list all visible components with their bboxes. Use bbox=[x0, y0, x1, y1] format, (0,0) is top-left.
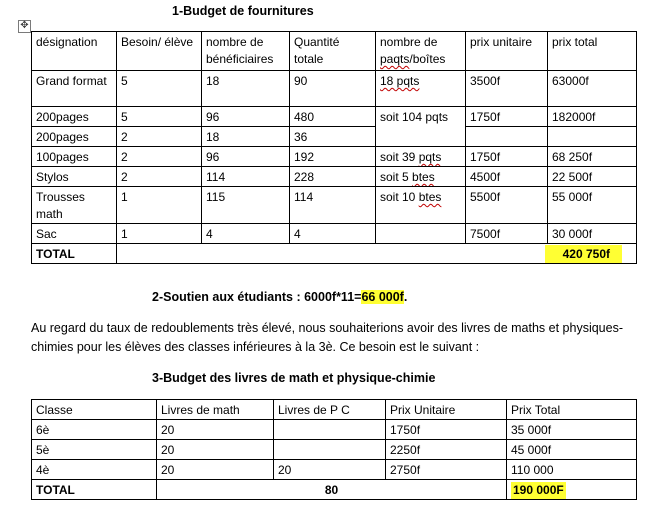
spellcheck-word: btes bbox=[418, 190, 442, 204]
header-cell: prix unitaire bbox=[466, 32, 548, 71]
header-cell: Livres de P C bbox=[274, 400, 386, 420]
table-cell: 2 bbox=[117, 127, 202, 147]
table-cell: 96 bbox=[202, 147, 290, 167]
table-cell bbox=[376, 167, 466, 187]
table-cell: 228 bbox=[290, 167, 376, 187]
header-cell: prix total bbox=[548, 32, 637, 71]
table-cell bbox=[548, 127, 637, 147]
total-value: 420 750f bbox=[545, 245, 622, 264]
table-cell bbox=[376, 224, 466, 244]
section2-title-text: 2-Soutien aux étudiants : 6000f*11= bbox=[152, 290, 362, 304]
table-row bbox=[32, 460, 637, 480]
table-cell: 5 bbox=[117, 71, 202, 107]
spellcheck-word: btes bbox=[412, 170, 435, 184]
table-cell: 1750f bbox=[386, 420, 507, 440]
header-cell: Livres de math bbox=[157, 400, 274, 420]
table-cell: 35 000f bbox=[507, 420, 637, 440]
table-cell: 5 bbox=[117, 107, 202, 127]
table-cell: 7500f bbox=[466, 224, 548, 244]
section1-title: 1-Budget de fournitures bbox=[172, 4, 314, 18]
total-value-cell bbox=[507, 480, 637, 500]
table-cell: 5è bbox=[32, 440, 157, 460]
table-cell: 2 bbox=[117, 167, 202, 187]
table-row bbox=[32, 420, 637, 440]
header-text: nombre de bbox=[380, 35, 438, 49]
table-cell: 45 000f bbox=[507, 440, 637, 460]
table-row bbox=[32, 107, 637, 127]
cell-text: soit 5 bbox=[380, 170, 413, 184]
table-cell: 200pages bbox=[32, 127, 117, 147]
table-cell: 20 bbox=[157, 440, 274, 460]
table-cell: 1750f bbox=[466, 147, 548, 167]
table-row bbox=[32, 71, 637, 107]
table-cell bbox=[376, 71, 466, 107]
table-cell: 20 bbox=[157, 420, 274, 440]
table-cell: 4 bbox=[290, 224, 376, 244]
table-cell: 96 bbox=[202, 107, 290, 127]
header-cell: Prix Total bbox=[507, 400, 637, 420]
supplies-budget-table bbox=[31, 31, 637, 264]
total-value: 190 000F bbox=[511, 482, 566, 500]
table-cell: 114 bbox=[290, 187, 376, 224]
table-move-handle-icon[interactable]: ✥ bbox=[18, 20, 31, 33]
spellcheck-word: pqts bbox=[418, 150, 442, 164]
table-cell: 1750f bbox=[466, 107, 548, 127]
table-cell: 20 bbox=[157, 460, 274, 480]
table-cell: 110 000 bbox=[507, 460, 637, 480]
table-cell: 114 bbox=[202, 167, 290, 187]
spellcheck-word: 18 pqts bbox=[380, 74, 420, 88]
table-cell: 182000f bbox=[548, 107, 637, 127]
header-cell: Quantité totale bbox=[290, 32, 376, 71]
table-cell: 1 bbox=[117, 224, 202, 244]
table-cell: 30 000f bbox=[548, 224, 637, 244]
table-cell: 55 000f bbox=[548, 187, 637, 224]
body-paragraph: Au regard du taux de redoublements très élevé, nous souhaiterions avoir des livres de maths et physiques-chimies pour les élèves des classes inférieures à la 3è. Ce besoin est le suivant : bbox=[31, 321, 623, 354]
table-cell: 90 bbox=[290, 71, 376, 107]
header-cell: désignation bbox=[32, 32, 117, 71]
spellcheck-word: paqts bbox=[380, 52, 410, 66]
table-cell: 18 bbox=[202, 71, 290, 107]
table-cell: 4500f bbox=[466, 167, 548, 187]
cell-text: soit 10 bbox=[380, 190, 419, 204]
table-cell: 2250f bbox=[386, 440, 507, 460]
table-cell bbox=[376, 147, 466, 167]
table-cell: 3500f bbox=[466, 71, 548, 107]
table-cell: Sac bbox=[32, 224, 117, 244]
table-cell: 192 bbox=[290, 147, 376, 167]
section3-title: 3-Budget des livres de math et physique-chimie bbox=[152, 371, 436, 385]
table-cell: 18 bbox=[202, 127, 290, 147]
table-cell: Grand format bbox=[32, 71, 117, 107]
table-row bbox=[32, 167, 637, 187]
table-cell: 480 bbox=[290, 107, 376, 127]
table-cell: 200pages bbox=[32, 107, 117, 127]
table-cell bbox=[274, 440, 386, 460]
header-cell: Classe bbox=[32, 400, 157, 420]
table-row bbox=[32, 224, 637, 244]
table-cell: 36 bbox=[290, 127, 376, 147]
table-cell bbox=[376, 187, 466, 224]
header-text: /boîtes bbox=[409, 52, 446, 66]
table-cell: 63000f bbox=[548, 71, 637, 107]
table-total-row bbox=[32, 480, 637, 500]
total-label: TOTAL bbox=[32, 244, 117, 264]
table-row bbox=[32, 147, 637, 167]
section2-title bbox=[152, 290, 407, 304]
table-cell: 6è bbox=[32, 420, 157, 440]
header-cell: Besoin/ élève bbox=[117, 32, 202, 71]
table-row bbox=[32, 127, 637, 147]
books-budget-table bbox=[31, 399, 637, 500]
table-cell: soit 104 pqts bbox=[376, 107, 466, 147]
table-cell: 100pages bbox=[32, 147, 117, 167]
header-cell bbox=[376, 32, 466, 71]
table-cell: 4è bbox=[32, 460, 157, 480]
table-total-row bbox=[32, 244, 637, 264]
total-value-cell bbox=[117, 244, 637, 264]
table-row bbox=[32, 187, 637, 224]
section2-title-end: . bbox=[403, 290, 408, 304]
table-cell: Stylos bbox=[32, 167, 117, 187]
header-cell: nombre de bénéficiaires bbox=[202, 32, 290, 71]
section2-amount: 66 000f bbox=[361, 290, 404, 304]
table-cell: 20 bbox=[274, 460, 386, 480]
table-row bbox=[32, 440, 637, 460]
table-cell: 22 500f bbox=[548, 167, 637, 187]
total-label: TOTAL bbox=[32, 480, 157, 500]
table-cell: 115 bbox=[202, 187, 290, 224]
table-cell: 2750f bbox=[386, 460, 507, 480]
cell-text: soit 39 bbox=[380, 150, 419, 164]
table-cell: 4 bbox=[202, 224, 290, 244]
table-cell: 5500f bbox=[466, 187, 548, 224]
header-cell: Prix Unitaire bbox=[386, 400, 507, 420]
table-header-row bbox=[32, 400, 637, 420]
table-cell: 68 250f bbox=[548, 147, 637, 167]
table-cell bbox=[274, 420, 386, 440]
table-cell bbox=[466, 127, 548, 147]
table-cell: 1 bbox=[117, 187, 202, 224]
table-header-row bbox=[32, 32, 637, 71]
total-books-count: 80 bbox=[157, 480, 507, 500]
table-cell: 2 bbox=[117, 147, 202, 167]
table-cell: Trousses math bbox=[32, 187, 117, 224]
